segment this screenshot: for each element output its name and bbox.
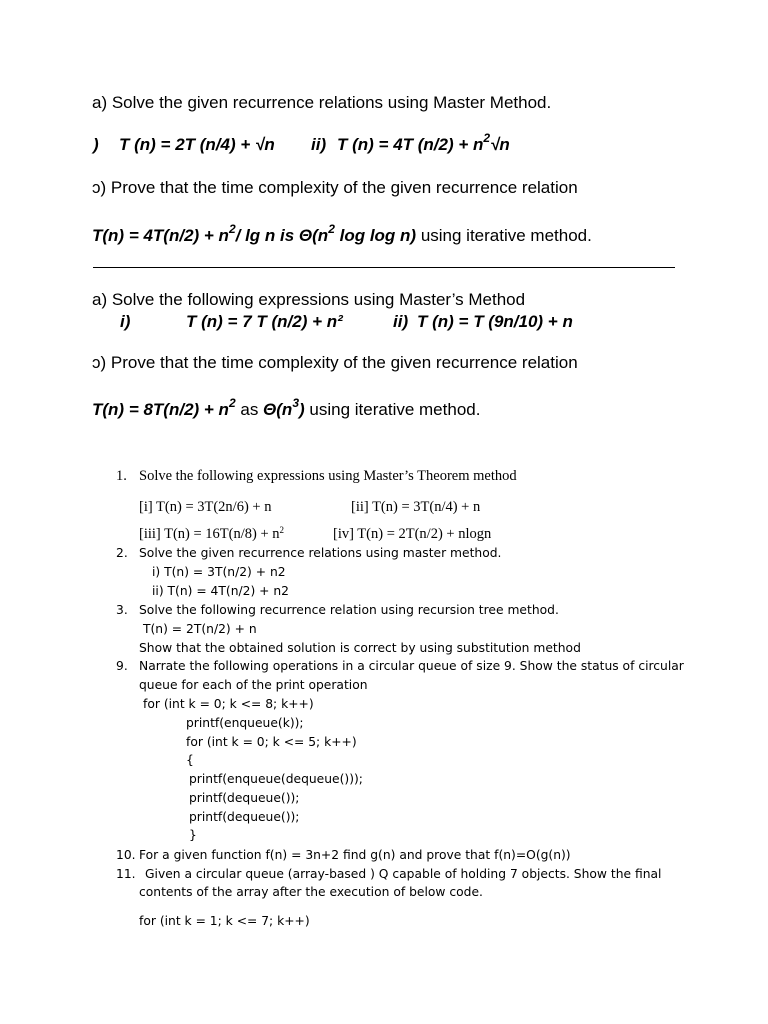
list-item-2-part-i: i) T(n) = 3T(n/2) + n2 [152, 565, 286, 579]
list-item-11-line-2: contents of the array after the execution of below code. [139, 885, 483, 899]
list-item-1-part-i: [i] T(n) = 3T(2n/6) + n [139, 499, 272, 515]
question-a1-part-ii-label: ii) [311, 135, 327, 154]
question-a2-part-i: T (n) = 7 T (n/2) + n² [186, 312, 343, 331]
list-number-10: 10. [116, 848, 136, 862]
code-line-3: for (int k = 0; k <= 5; k++) [186, 735, 357, 749]
list-number-11: 11. [116, 867, 136, 881]
list-item-10: For a given function f(n) = 3n+2 find g(n) and prove that f(n)=O(g(n)) [139, 848, 571, 862]
question-a2-part-ii: T (n) = T (9n/10) + n [417, 312, 573, 331]
list-item-1-part-ii: [ii] T(n) = 3T(n/4) + n [351, 499, 481, 515]
list-number-3: 3. [116, 603, 128, 617]
question-a1-part-i: T (n) = 2T (n/4) + √n [119, 135, 275, 154]
code-line-6: printf(dequeue()); [189, 791, 300, 805]
question-a2: a) Solve the following expressions using Master’s Method [92, 290, 526, 309]
question-b1-formula: $T(n) = 4T(n/2) + n^2/$ lg n is $\Theta(n^2$ log log n) using iterative method. [92, 222, 592, 245]
list-item-9-line-1: Narrate the following operations in a circular queue of size 9. Show the status of circular [139, 659, 684, 673]
code-line-1: for (int k = 0; k <= 8; k++) [143, 697, 314, 711]
question-b2: ɔ) Prove that the time complexity of the given recurrence relation [92, 353, 578, 372]
code-line-5: printf(enqueue(dequeue())); [189, 772, 363, 786]
code-line-2: printf(enqueue(k)); [186, 716, 304, 730]
question-a1-part-i-label: ) [93, 135, 99, 154]
list-item-1-part-iv: [iv] T(n) = 2T(n/2) + nlogn [333, 526, 492, 542]
question-a1: a) Solve the given recurrence relations using Master Method. [92, 93, 552, 112]
code-line-9: for (int k = 1; k <= 7; k++) [139, 914, 310, 928]
question-a1-part-ii: T (n) = 4T $(n/2) + n^2√n$ [337, 131, 510, 154]
code-line-8: } [189, 828, 197, 842]
list-item-2: Solve the given recurrence relations using master method. [139, 546, 502, 560]
question-b1: ɔ) Prove that the time complexity of the given recurrence relation [92, 178, 578, 197]
list-item-3-equation: T(n) = 2T(n/2) + n [143, 622, 257, 636]
list-item-1-part-iii: [iii] $T(n) = 16T(n/8) + n^2$ [139, 525, 285, 542]
list-number-9: 9. [116, 659, 128, 673]
list-number-2: 2. [116, 546, 128, 560]
list-item-9-line-2: queue for each of the print operation [139, 678, 368, 692]
list-item-11-line-1: Given a circular queue (array-based ) Q capable of holding 7 objects. Show the final [145, 867, 662, 881]
question-a2-part-ii-label: ii) [393, 312, 409, 331]
list-number-1: 1. [116, 468, 127, 484]
code-line-7: printf(dequeue()); [189, 810, 300, 824]
list-item-1: Solve the following expressions using Master’s Theorem method [139, 468, 517, 484]
list-item-3: Solve the following recurrence relation using recursion tree method. [139, 603, 559, 617]
question-a2-part-i-label: i) [120, 312, 131, 331]
code-line-4: { [186, 753, 194, 767]
list-item-3-note: Show that the obtained solution is correct by using substitution method [139, 641, 581, 655]
divider-line [93, 267, 675, 268]
question-b2-formula: $T(n) = 8T(n/2) + n^2$ as $\Theta(n^3)$ using iterative method. [92, 396, 481, 419]
list-item-2-part-ii: ii) T(n) = 4T(n/2) + n2 [152, 584, 289, 598]
